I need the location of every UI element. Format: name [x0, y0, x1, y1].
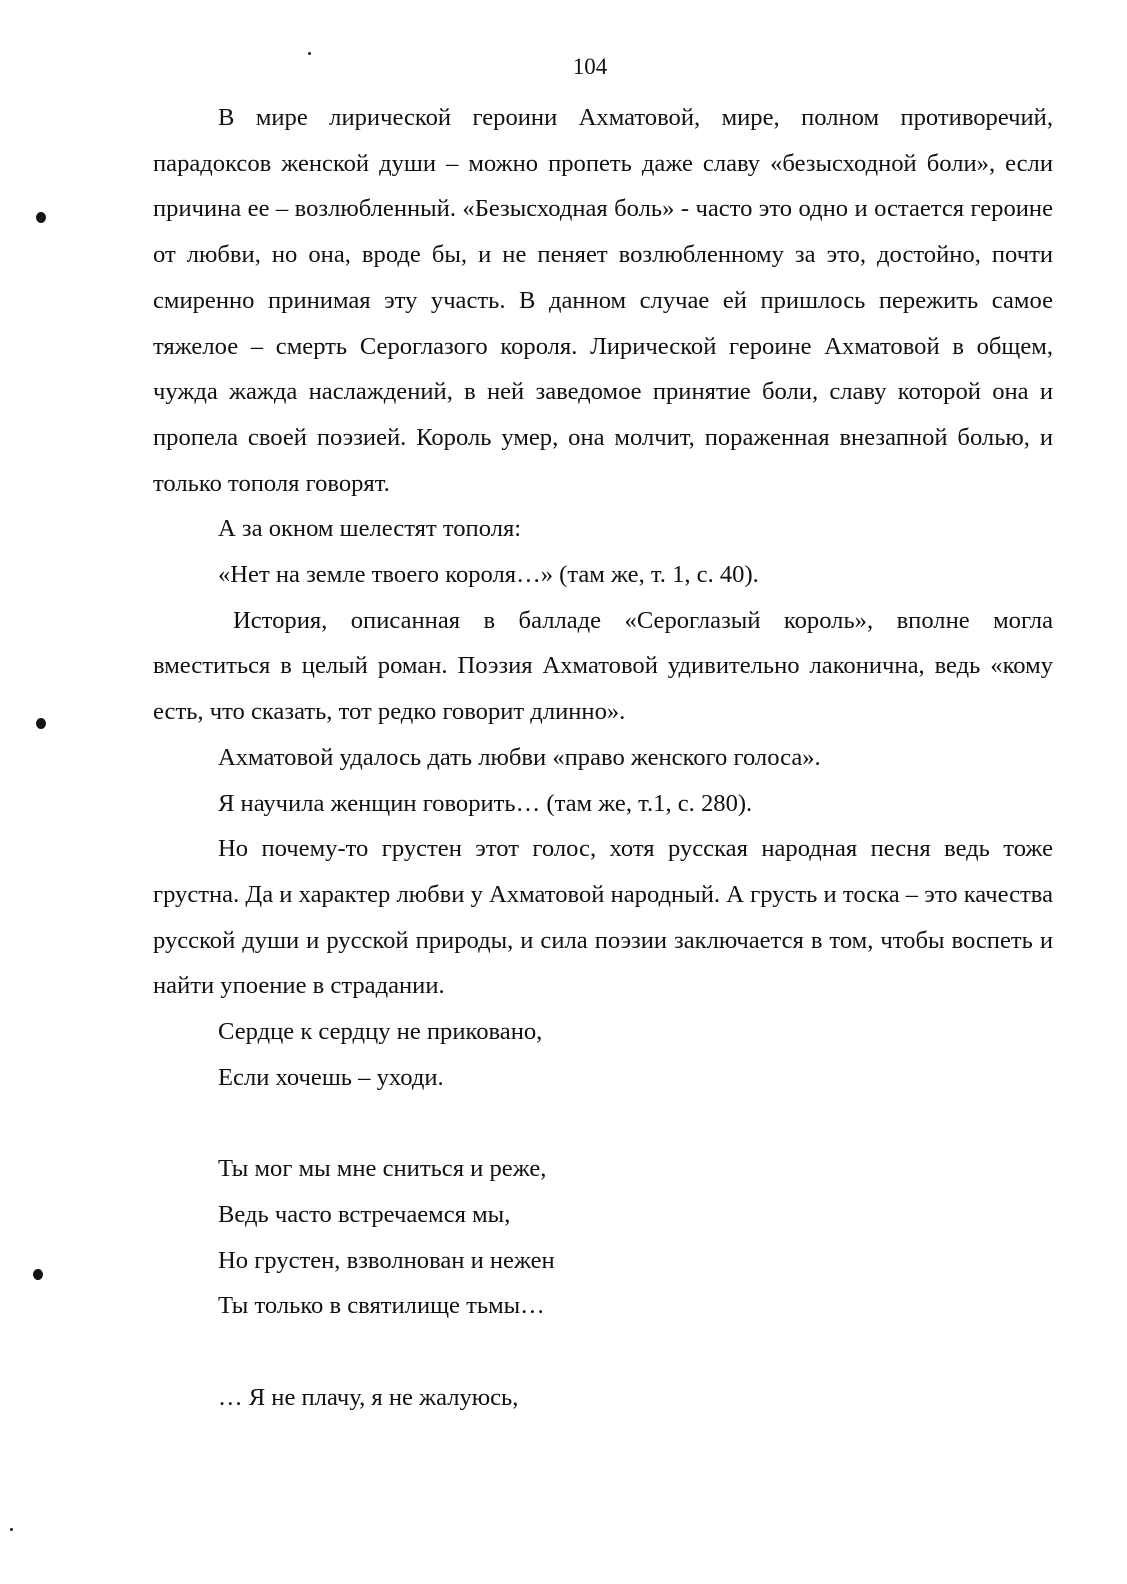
paragraph-3: Ахматовой удалось дать любви «право женского голоса». — [218, 743, 821, 771]
quote-4-line-3: Но грустен, взволнован и нежен — [218, 1246, 555, 1274]
binder-hole-mark — [33, 1269, 43, 1280]
quote-4-line-1: Ты мог мы мне сниться и реже, — [218, 1155, 547, 1183]
scan-speck — [308, 52, 311, 55]
quote-1-line-1: А за окном шелестят тополя: — [218, 515, 522, 543]
quote-3-line-1: Сердце к сердцу не приковано, — [218, 1018, 543, 1046]
binder-hole-mark — [36, 212, 46, 223]
paragraph-1: В мире лирической героини Ахматовой, мире, полном противоречий, парадоксов женской души – можно пропеть даже славу «безысходной боли», если причина ее – возлюбленный. «Безысходная боль» - часто это одно и остается героине от любви, но она, вроде бы, и не пеняет возлюбленному за это, достойно, почти смиренно принимая эту участь. В данном случае ей пришлось пережить самое тяжелое – смерть Сероглазого короля. Лирической героине Ахматовой в общем, чужда жажда наслаждений, в ней заведомое принятие боли, славу которой она и пропела своей поэзией. Король умер, она молчит, пораженная внезапной болью, и только тополя говорят. — [153, 104, 1053, 497]
quote-2-line-1: Я научила женщин говорить… (там же, т.1, с. 280). — [218, 789, 753, 817]
binder-hole-mark — [36, 718, 46, 729]
stanza-gap — [153, 1329, 1053, 1375]
stanza-gap — [153, 1100, 1053, 1146]
quote-1-line-2: «Нет на земле твоего короля…» (там же, т. 1, с. 40). — [218, 561, 759, 589]
paragraph-4: Но почему-то грустен этот голос, хотя русская народная песня ведь тоже грустна. Да и характер любви у Ахматовой народный. А грусть и тоска – это качества русской души и русской природы, и сила поэзии заключается в том, чтобы воспеть и найти упоение в страдании. — [153, 835, 1053, 1000]
quote-3-line-2: Если хочешь – уходи. — [218, 1063, 444, 1091]
page-body — [153, 95, 1053, 1420]
page-number: 104 — [572, 54, 608, 79]
scan-speck — [10, 1528, 13, 1531]
quote-4-line-2: Ведь часто встречаемся мы, — [218, 1200, 511, 1228]
quote-5-line-1: … Я не плачу, я не жалуюсь, — [218, 1383, 519, 1411]
paragraph-2: История, описанная в балладе «Сероглазый король», вполне могла вместиться в целый роман. Поэзия Ахматовой удивительно лаконична, ведь «кому есть, что сказать, тот редко говорит длинно». — [153, 606, 1053, 726]
quote-4-line-4: Ты только в святилище тьмы… — [218, 1292, 545, 1320]
